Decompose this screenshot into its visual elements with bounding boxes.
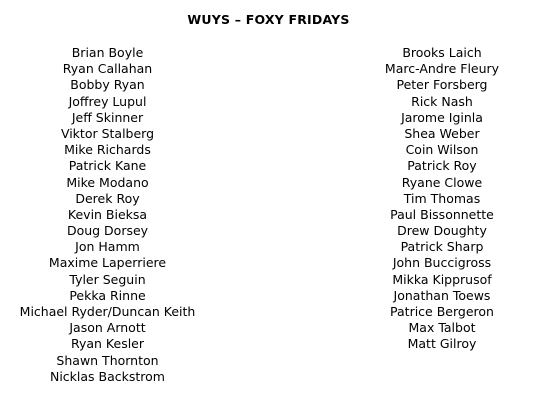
list-item: John Buccigross [392, 255, 492, 271]
list-item: Paul Bissonnette [390, 206, 494, 222]
list-item: Jeff Skinner [71, 109, 144, 125]
document-title: WUYS – FOXY FRIDAYS [187, 12, 350, 27]
list-item: Patrick Sharp [400, 239, 484, 255]
list-item: Jonathan Toews [393, 287, 491, 303]
list-item: Mike Richards [64, 142, 151, 158]
list-item: Rick Nash [411, 93, 473, 109]
list-item: Ryan Callahan [62, 61, 153, 77]
list-item: Marc-Andre Fleury [384, 61, 500, 77]
list-item: Pekka Rinne [69, 287, 146, 303]
list-item: Peter Forsberg [396, 77, 488, 93]
list-item: Mikka Kipprusof [392, 271, 492, 287]
list-item: Shea Weber [404, 125, 480, 141]
list-item: Kevin Bieksa [67, 206, 148, 222]
list-item: Bobby Ryan [70, 77, 145, 93]
list-item: Patrick Roy [407, 158, 477, 174]
list-item: Matt Gilroy [407, 336, 477, 352]
list-item: Jason Arnott [69, 320, 146, 336]
list-item: Ryane Clowe [401, 174, 483, 190]
list-item: Tyler Seguin [69, 271, 146, 287]
list-item: Patrice Bergeron [390, 304, 494, 319]
list-item: Coin Wilson [405, 142, 479, 158]
list-item: Maxime Laperriere [48, 255, 167, 271]
list-item: Brian Boyle [71, 45, 144, 60]
list-item: Shawn Thornton [56, 352, 159, 368]
list-item: Drew Doughty [397, 223, 487, 239]
list-item: Doug Dorsey [66, 223, 149, 239]
list-item: Mike Modano [66, 174, 149, 190]
list-item: Ryan Kesler [70, 336, 145, 352]
list-item: Tim Thomas [403, 190, 481, 206]
list-item: Joffrey Lupul [68, 93, 147, 109]
left-name-list [0, 45, 215, 385]
list-item: Nicklas Backstrom [49, 368, 165, 384]
list-item: Derek Roy [75, 190, 140, 206]
list-item: Viktor Stalberg [60, 125, 155, 141]
list-item: Jon Hamm [75, 239, 140, 255]
list-item: Jarome Iginla [401, 109, 483, 125]
list-item: Patrick Kane [68, 158, 147, 174]
list-item: Brooks Laich [402, 45, 482, 60]
right-name-list [342, 45, 537, 353]
list-item: Michael Ryder/Duncan Keith [19, 304, 196, 319]
list-item: Max Talbot [408, 320, 476, 336]
